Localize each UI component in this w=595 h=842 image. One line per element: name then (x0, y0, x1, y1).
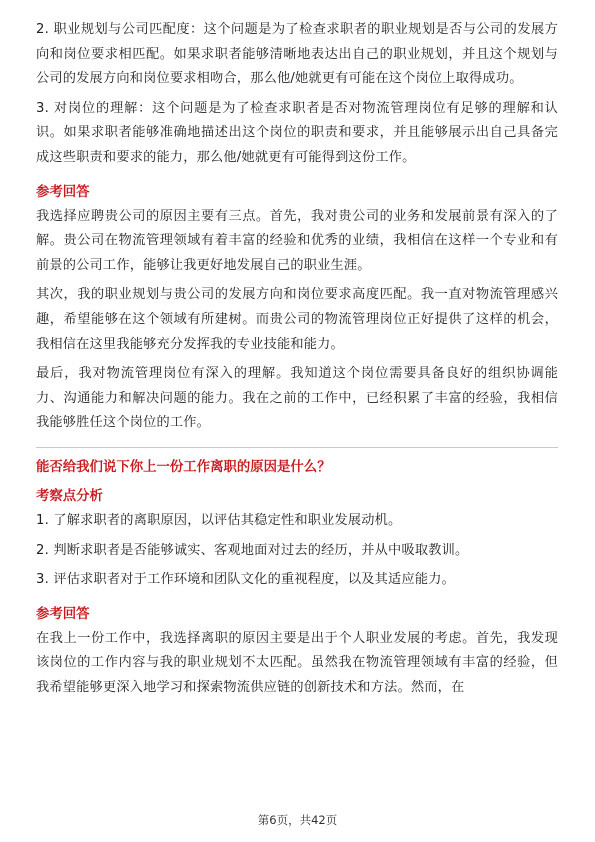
document-page (36, 18, 558, 700)
reference-answer-heading-2: 参考回答 (36, 606, 90, 622)
section-divider (36, 447, 558, 448)
analysis-item-3: 3. 评估求职者对于工作环境和团队文化的重视程度，以及其适应能力。 (36, 572, 455, 588)
analysis-item-1: 1. 了解求职者的离职原因，以评估其稳定性和职业发展动机。 (36, 512, 402, 528)
answer-paragraph-next: 在我上一份工作中，我选择离职的原因主要是出于个人职业发展的考虑。首先，我发现该岗位的工作内容与我的职业规划不太匹配。虽然我在物流管理领域有丰富的经验，但我希望能够更深入地学习和探索物流供应链的创新技术和方法。然而，在 (36, 630, 558, 695)
analysis-heading: 考察点分析 (36, 488, 103, 504)
reference-answer-heading: 参考回答 (36, 184, 90, 200)
question-heading: 能否给我们说下你上一份工作离职的原因是什么？ (36, 459, 331, 475)
page-number: 第6页，共42页 (257, 813, 338, 827)
answer-paragraph-2: 其次，我的职业规划与贵公司的发展方向和岗位要求高度匹配。我一直对物流管理感兴趣，希望能够在这个领域有所建树。而贵公司的物流管理岗位正好提供了这样的机会，我相信在这里我能够充分发挥我的专业技能和能力。 (36, 287, 558, 352)
answer-paragraph-3: 最后，我对物流管理岗位有深入的理解。我知道这个岗位需要具备良好的组织协调能力、沟通能力和解决问题的能力。我在之前的工作中，已经积累了丰富的经验，我相信我能够胜任这个岗位的工作。 (36, 366, 558, 431)
analysis-item-2: 2. 判断求职者是否能够诚实、客观地面对过去的经历，并从中吸取教训。 (36, 542, 469, 558)
answer-paragraph-1: 我选择应聘贵公司的原因主要有三点。首先，我对贵公司的业务和发展前景有深入的了解。贵公司在物流管理领域有着丰富的经验和优秀的业绩，我相信在这样一个专业和有前景的公司工作，能够让我更好地发展自己的职业生涯。 (36, 208, 558, 273)
criteria-item-3: 3. 对岗位的理解：这个问题是为了检查求职者是否对物流管理岗位有足够的理解和认识。如果求职者能够准确地描述出这个岗位的职责和要求，并且能够展示出自己具备完成这些职责和要求的能力，那么他/她就更有可能得到这份工作。 (36, 100, 558, 165)
criteria-item-2: 2. 职业规划与公司匹配度：这个问题是为了检查求职者的职业规划是否与公司的发展方向和岗位要求相匹配。如果求职者能够清晰地表达出自己的职业规划，并且这个规划与公司的发展方向和岗位要求相吻合，那么他/她就更有可能在这个岗位上取得成功。 (36, 22, 558, 87)
